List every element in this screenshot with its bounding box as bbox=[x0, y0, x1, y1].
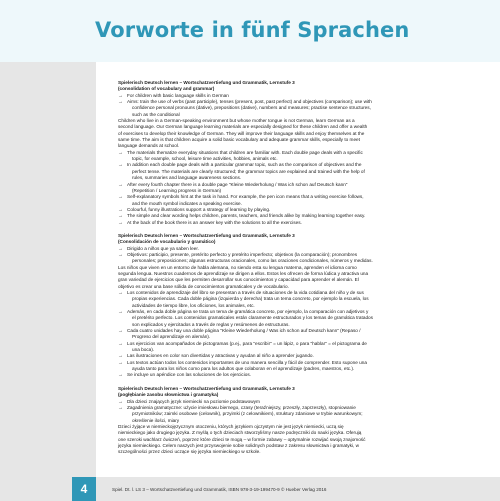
bullet-continuation: (Repetition / Learning progress in German) bbox=[132, 187, 222, 193]
bullet-item: → Self-explanatory symbols hint at the task in hand. For example, the pen icon means that a writing exercise follows, bbox=[118, 194, 480, 200]
paragraph-line: Dzieci żyjące w niemieckojęzycznym otoczeniu, których językiem ojczystym nie jest język niemiecki, uczą się bbox=[118, 423, 344, 429]
section-heading: Spielerisch Deutsch lernen – Wortschatzvertiefung und Grammatik, Lernstufe 3 bbox=[118, 385, 295, 391]
preface-polish bbox=[118, 386, 480, 456]
bullet-item: → Las ilustraciones en color son divertidas y atractivas y ayudan al niño a aprender jugando. bbox=[118, 353, 480, 359]
footer-credit: Spiel. Dt. l. LS 3 – Wortschatzvertiefung und Grammatik, ISBN 978-3-19-199470-9 © Hueber Verlag 2016 bbox=[112, 487, 327, 492]
bullet-item: → The simple and clear wording helps children, parents, teachers, and friends alike by making learning together easy. bbox=[118, 213, 480, 219]
section-heading: Spielerisch Deutsch lernen – Wortschatzvertiefung und Grammatik, Lernstufe 3 bbox=[118, 80, 295, 85]
bullet-item: → Dirigido a niños que ya saben leer. bbox=[118, 246, 480, 252]
paragraph-line: objetivo es crear una base sólida de conocimientos gramaticales y de vocabulario. bbox=[118, 283, 289, 289]
bullet-item: → Cada cuatro unidades hay una doble página "Kleine Wiederholung / Was ich schon auf Deutsch kann" (Repaso / bbox=[118, 328, 480, 334]
preface-english bbox=[118, 80, 480, 226]
bullet-item: → Además, en cada doble página se trata un tema de gramática concreto, por ejemplo, la comparación con adjetivos y bbox=[118, 309, 480, 315]
bullet-continuation: son explicados y ejercitados a través de reglas y resúmenes de estructuras. bbox=[132, 321, 290, 327]
paragraph-line: second language. Our German language learning materials are especially designed for these children and offer a wealth bbox=[118, 124, 368, 130]
preface-content bbox=[118, 80, 480, 463]
paragraph-line: of exercises to develop their knowledge of German. They will improve their language skills and enjoy themselves at the bbox=[118, 130, 365, 136]
bullet-continuation: una boca). bbox=[132, 347, 155, 353]
section-heading: Spielerisch Deutsch lernen – Wortschatzvertiefung und Grammatik, Lernstufe 3 bbox=[118, 232, 295, 238]
bullet-continuation: actividades de tiempo libre, los oficiones, los animales, etc. bbox=[132, 302, 255, 308]
bullet-continuation: such as the conditional bbox=[132, 111, 180, 117]
bullet-item: → Los ejercicios van acompañados de pictogramas (p.ej., para "escribir" = un lápiz, o para "hablar" = el pictograma de bbox=[118, 341, 480, 347]
bullet-continuation: confidence personal pronouns (dative), prepositions (dative), numbers and measures; practise sentence structures, bbox=[132, 105, 371, 111]
bullet-item: → For children with basic language skills in German bbox=[118, 93, 480, 99]
bullet-continuation: Progreso del aprendizaje en alemán). bbox=[132, 334, 211, 340]
bullet-item: → Aims: train the use of verbs (past participle), tenses (present, post, past perfect) and objectives (comparison); use with bbox=[118, 99, 480, 105]
bullet-item: → At the back of the book there is an answer key with the solutions to all the exercises. bbox=[118, 220, 480, 226]
paragraph-line: same time. The aim is that children acquire a solid basic vocabulary and adequate grammar skills, especially to meet bbox=[118, 137, 360, 143]
bullet-continuation: propias experiencias. Cada doble página (izquierda y derecha) trata un tema concreto, por ejemplo la escuela, los bbox=[132, 296, 369, 302]
paragraph-line: segunda lengua. Nuestros cuadernos de aprendizaje se dirigen a ellos. Estos les ofrecen de forma lúdica y atractiva una bbox=[118, 270, 369, 276]
section-heading: (pogłębianie zasobu słownictwa i gramatyka) bbox=[118, 392, 219, 398]
bullet-continuation: topic, for example, school, leisure time activities, hobbies, animals etc. bbox=[132, 156, 278, 162]
bullet-item: → Zagadnienia gramatyczne: użycie imiesłowu biernego, czasy (teraźniejszy, przeszły, zaprzeszły), stopniowanie bbox=[118, 405, 480, 411]
bullet-item: → Los textos actúan todos los contenidos importantes de uno manera sencilla y fácil de comprender. Esto supone una bbox=[118, 360, 480, 366]
bullet-continuation: el pretérito perfecto. Los contenidos gramaticales están claramente estructurados y los temas de gramática tratados bbox=[132, 315, 374, 321]
bullet-item: → In addition each double page deals with a particular grammar topic, such as the comparison of objectives and the bbox=[118, 162, 480, 168]
paragraph-line: one szeroki wachlarz ćwiczeń, poprzez które dzieci te mogą – w formie zabawy – optymalnie rozwijać swoją znajomość bbox=[118, 436, 366, 442]
paragraph-line: języka niemieckiego. Celem naszych jest przyswojenie sobie solidnych podstaw z zakresu słownictwa i gramatyki, w bbox=[118, 442, 359, 448]
paragraph-line: gran variedad de ejercicios que les permiten desarrollar sus conocimientos y capacidad para aprender el alemán. El bbox=[118, 277, 359, 283]
paragraph-line: language demands at school. bbox=[118, 143, 180, 149]
paragraph-line: Los niños que viven en un entorno de habla alemana, no siendo esta su lengua materna, aprenden el idioma como bbox=[118, 264, 357, 270]
paragraph-line: szczególności przez dzieci uczące się języka niemieckiego w szkole. bbox=[118, 449, 261, 455]
section-heading: (Consolidación de vocabulario y gramático) bbox=[118, 239, 216, 245]
section-heading: (consolidation of vocabulary and grammar) bbox=[118, 86, 215, 92]
bullet-item: → Colourful, funny illustrations support a strategy of learning by playing. bbox=[118, 207, 480, 213]
bullet-item: → Los contenidos de aprendizaje del libro se presentan a través de situaciones de la vida cotidiana del niño y de sus bbox=[118, 290, 480, 296]
bullet-continuation: personales; preposiciones; algunas estructuras oracionales, como las oraciones condicionales, números y medidas. bbox=[132, 258, 373, 264]
preface-spanish bbox=[118, 233, 480, 379]
bullet-item: → Objetivos: participio, presente, pretérito perfecto y pretérito imperfecto; objetivos (la comparación); pronombres bbox=[118, 252, 480, 258]
bullet-item: → After every fourth chapter there is a double page "Kleine Wiederholung / Was ich schon auf Deutsch kann" bbox=[118, 182, 480, 188]
bullet-continuation: perfect tense. The materials are clearly structured; the grammar topics are explained and trained with the help of bbox=[132, 168, 365, 174]
bullet-item: → Se incluye un apéndice con las soluciones de los ejercicios. bbox=[118, 372, 480, 378]
bullet-continuation: przymiotników; zaimki osobowe (celownik), przyimki (z celownikiem), struktury zdaniowe w trybie warunkowym; bbox=[132, 411, 363, 417]
paragraph-line: niemieckiego jako drugiego języka. Z myślą o tych dzieciach stworzyliśmy nasze podręczniki do nauki języka. Oferują bbox=[118, 430, 362, 436]
bullet-continuation: określenie ilości, miary bbox=[132, 417, 180, 423]
bullet-item: → The materials thematize everyday situations that children are familiar with. Each double page deals with a specific bbox=[118, 150, 480, 156]
page-number: 4 bbox=[72, 477, 96, 501]
paragraph-line: Children who live in a German-speaking environment but whose mother tongue is not German, learn German as a bbox=[118, 118, 355, 124]
page-title: Vorworte in fünf Sprachen bbox=[95, 18, 410, 42]
bullet-continuation: and the mouth symbol indicates a speaking exercise. bbox=[132, 200, 242, 206]
bullet-continuation: rules, summaries and language awareness sections. bbox=[132, 175, 242, 181]
bullet-item: → Dla dzieci znających język niemiecki na poziomie podstawowym bbox=[118, 399, 480, 405]
bullet-continuation: ayuda tanto para los niños como para los adultos que colaboran en el aprendizaje (padres, maestros, etc.). bbox=[132, 366, 355, 372]
